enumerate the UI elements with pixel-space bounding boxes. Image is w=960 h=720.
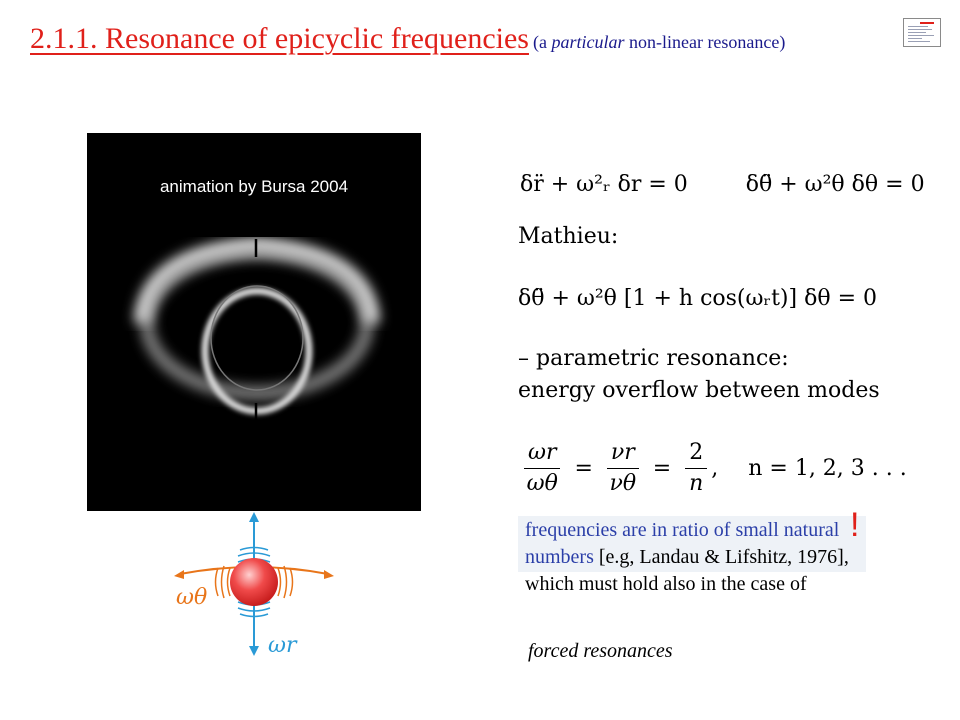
omega-r-label: ωr — [268, 633, 297, 658]
torus-animation — [87, 133, 421, 511]
fluid-blob-ball — [230, 558, 278, 606]
n-values: n = 1, 2, 3 . . . — [748, 456, 907, 481]
vertical-equation: δθ̈ + ω²θ δθ = 0 — [745, 172, 925, 197]
epicyclic-equations — [520, 172, 925, 197]
animation-caption: animation by Bursa 2004 — [159, 177, 349, 196]
radial-equation: δr̈ + ω²ᵣ δr = 0 — [520, 172, 688, 197]
mathieu-label: Mathieu: — [518, 224, 619, 249]
slide-thumbnail-icon[interactable] — [903, 18, 941, 47]
exclamation-mark: ! — [850, 506, 860, 544]
resonance-note: frequencies are in ratio of small natural numbers [e.g, Landau & Lifshitz, 1976], which must hold also in the case of — [525, 519, 849, 595]
frequency-ratio-equation: $\frac{\omega r}{\omega\theta}$ = $\frac{\nu r}{\nu\theta}$ = $\frac{2}{n}$ , n = 1, 2, 3 . . . — [520, 440, 907, 497]
mathieu-equation: δθ̈ + ω²θ [1 + h cos(ωᵣt)] δθ = 0 — [518, 286, 877, 311]
epicyclic-oscillation-diagram — [168, 512, 348, 672]
forced-resonances-text: forced resonances — [528, 640, 673, 662]
slide-title — [30, 22, 785, 56]
parametric-resonance-text: – parametric resonance: energy overflow between modes — [518, 346, 880, 403]
title-main: 2.1.1. Resonance of epicyclic frequencies — [30, 22, 529, 55]
title-sub: (a particular non-linear resonance) — [532, 32, 786, 52]
omega-theta-label: ωθ — [176, 585, 208, 610]
